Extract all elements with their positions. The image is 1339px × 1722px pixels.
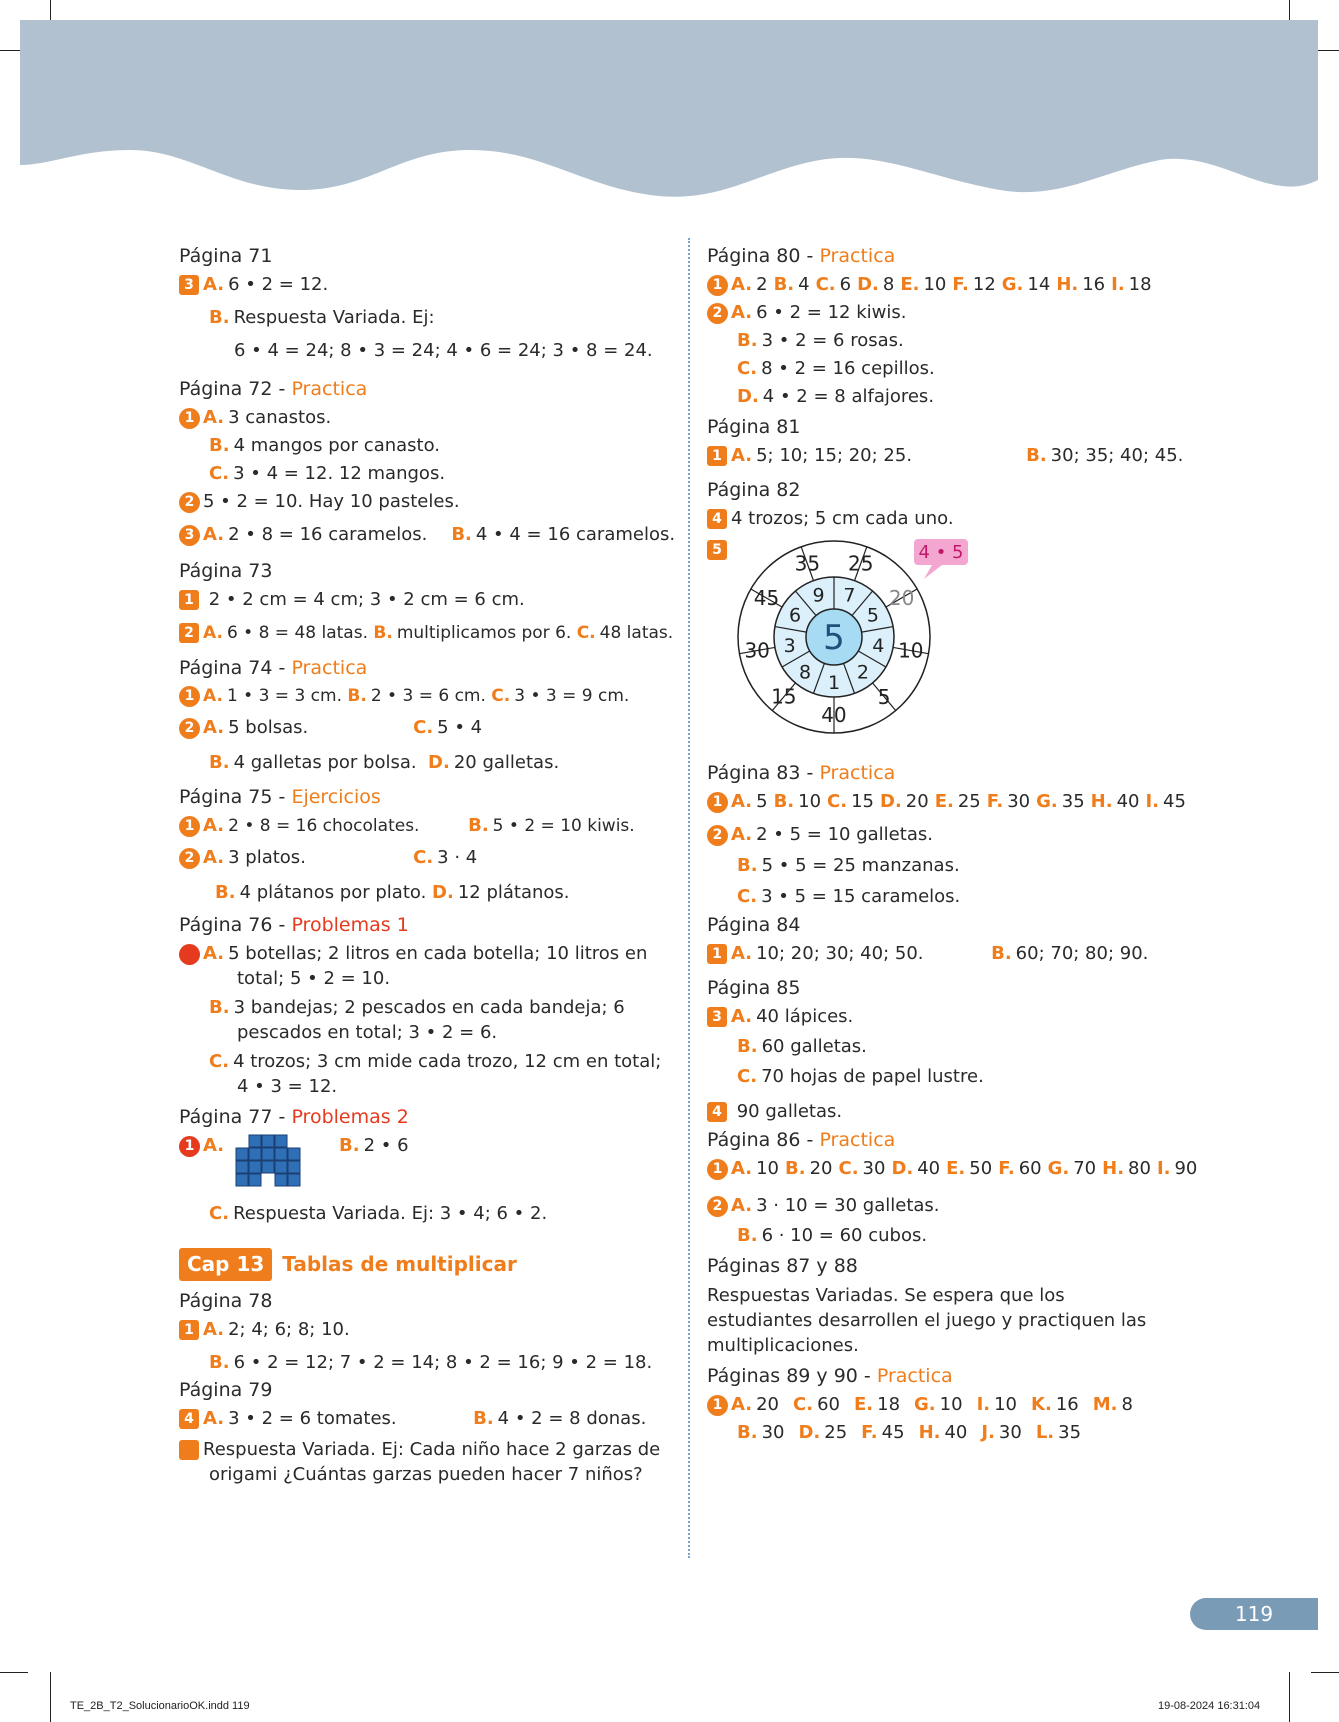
- answer-value: 5: [756, 791, 768, 812]
- chapter-badge: Cap 13: [179, 1248, 272, 1281]
- crop-mark: [50, 1672, 51, 1722]
- page-heading: Página 83 - Practica: [707, 762, 896, 784]
- answer-row: [707, 1392, 1227, 1417]
- answer-text: 2 • 6: [363, 1135, 409, 1156]
- answer-value: 50: [969, 1158, 993, 1179]
- wheel-inner-number: 7: [843, 584, 856, 607]
- answer-text: 90 galletas.: [736, 1101, 843, 1122]
- wheel-inner-number: 6: [788, 604, 802, 627]
- answer-value: 8: [1121, 1394, 1133, 1415]
- answer-text: 4 • 2 = 8 donas.: [497, 1408, 647, 1429]
- wheel-inner-number: 9: [812, 584, 825, 607]
- wheel-outer-number: 15: [771, 684, 797, 709]
- answer-text: 4 mangos por canasto.: [233, 435, 441, 456]
- answer-letter: K.: [1031, 1394, 1052, 1415]
- answer-value: 60: [817, 1394, 840, 1415]
- page-heading: Página 79: [179, 1379, 273, 1401]
- answer-text: 12 plátanos.: [457, 882, 570, 903]
- column-divider: [688, 238, 690, 1558]
- wheel-outer-number: 30: [744, 638, 770, 663]
- answer-letter: E.: [946, 1158, 966, 1179]
- exercise-number: 1: [707, 1159, 728, 1180]
- page-number: 119: [1190, 1598, 1318, 1630]
- exercise-number: 1: [179, 1136, 200, 1157]
- exercise-number: 2: [179, 492, 200, 513]
- answer-value: 10: [756, 1158, 780, 1179]
- answer-text: 30; 35; 40; 45.: [1050, 445, 1184, 466]
- chapter-title: Tablas de multiplicar: [282, 1252, 517, 1276]
- page-heading: Páginas 89 y 90 - Practica: [707, 1365, 953, 1387]
- answer-letter: F.: [986, 791, 1004, 812]
- answer-letter: F.: [998, 1158, 1015, 1179]
- answer-text: 3 • 2 = 6 rosas.: [761, 330, 904, 351]
- crop-mark: [1311, 1672, 1339, 1673]
- answer-row: [707, 1420, 1227, 1445]
- wheel-inner-number: 3: [783, 634, 796, 657]
- answer-value: 25: [957, 791, 981, 812]
- answer-value: 10: [939, 1394, 963, 1415]
- wheel-outer-number: 5: [877, 684, 891, 709]
- wheel-outer-number: 40: [821, 703, 847, 727]
- page-heading: Página 84: [707, 914, 801, 936]
- answer-row: [707, 272, 1227, 297]
- callout-text: 4 • 5: [918, 542, 964, 563]
- answer-value: 30: [761, 1422, 785, 1443]
- wheel-outer-number: 45: [753, 585, 780, 610]
- page-heading: Página 78: [179, 1290, 273, 1312]
- answer-letter: C.: [838, 1158, 859, 1179]
- answer-text: 3 canastos.: [228, 407, 332, 428]
- answer-value: 16: [1082, 274, 1106, 295]
- answer-letter: E.: [900, 274, 920, 295]
- answer-letter: B.: [737, 1422, 758, 1443]
- answer-row: [707, 1156, 1227, 1181]
- exercise-number: 1: [707, 1395, 728, 1416]
- answer-letter: I.: [1145, 791, 1160, 812]
- answer-value: 35: [1061, 791, 1085, 812]
- answer-text: 6 · 10 = 60 cubos.: [761, 1225, 928, 1246]
- answer-text: Respuesta Variada. Ej: Cada niño hace 2 garzas de origami ¿Cuántas garzas pueden hacer 7 niños?: [203, 1439, 661, 1485]
- answer-text: 5; 10; 15; 20; 25.: [756, 445, 913, 466]
- answer-letter: I.: [1111, 274, 1125, 295]
- answer-value: 60: [1018, 1158, 1042, 1179]
- answer-value: 4: [798, 274, 810, 295]
- answer-text: 5 botellas; 2 litros en cada botella; 10 litros en total; 5 • 2 = 10.: [228, 943, 648, 989]
- answer-text: 3 bandejas; 2 pescados en cada bandeja; 6 pescados en total; 3 • 2 = 6.: [233, 997, 625, 1043]
- answer-value: 30: [862, 1158, 886, 1179]
- answer-letter: A.: [731, 274, 753, 295]
- answer-text: 4 plátanos por plato.: [239, 882, 427, 903]
- cube-array-image: [235, 1133, 301, 1193]
- answer-letter: B.: [773, 791, 795, 812]
- page-heading: Página 72 - Practica: [179, 378, 368, 400]
- answer-value: 70: [1073, 1158, 1097, 1179]
- answer-value: 35: [1058, 1422, 1082, 1443]
- page-heading: Página 82: [707, 479, 801, 501]
- answer-letter: D.: [798, 1422, 821, 1443]
- exercise-number: 4: [707, 1102, 727, 1122]
- wheel-inner-number: 5: [866, 604, 880, 627]
- answer-text: 3 · 4: [437, 847, 478, 868]
- answer-value: 90: [1174, 1158, 1198, 1179]
- header-wave-banner: [0, 0, 1339, 215]
- wheel-outer-number: 25: [848, 551, 874, 576]
- answer-text: 20 galletas.: [453, 752, 560, 773]
- answer-value: 6: [839, 274, 852, 295]
- answer-text: 4 • 2 = 8 alfajores.: [762, 386, 935, 407]
- answer-value: 45: [881, 1422, 905, 1443]
- page-heading: Página 74 - Practica: [179, 657, 368, 679]
- wheel-outer-number: 35: [794, 551, 821, 576]
- answer-text: multiplicamos por 6.: [396, 623, 572, 643]
- crop-mark: [1289, 1672, 1290, 1722]
- answer-value: 16: [1055, 1394, 1079, 1415]
- answer-letter: F.: [861, 1422, 878, 1443]
- answer-text: 3 • 5 = 15 caramelos.: [761, 886, 961, 907]
- answer-text: 3 platos.: [228, 847, 306, 868]
- exercise-number: 5: [179, 1440, 199, 1460]
- answer-letter: M.: [1092, 1394, 1118, 1415]
- answer-letter: D.: [857, 274, 879, 295]
- answer-value: 30: [998, 1422, 1022, 1443]
- exercise-number: 2: [707, 303, 728, 324]
- answer-letter: J.: [981, 1422, 995, 1443]
- answer-value: 10: [994, 1394, 1018, 1415]
- page-heading: Página 80 - Practica: [707, 245, 896, 267]
- page-heading: Página 77 - Problemas 2: [179, 1106, 409, 1128]
- answer-letter: H.: [1056, 274, 1079, 295]
- answer-row: [707, 789, 1227, 814]
- answer-text: 8 • 2 = 16 cepillos.: [761, 358, 935, 379]
- exercise-number: 2: [707, 825, 728, 846]
- answer-text: 40 lápices.: [756, 1006, 854, 1027]
- wheel-inner-number: 4: [872, 634, 885, 657]
- answer-text: 4 trozos; 5 cm cada uno.: [731, 508, 954, 529]
- exercise-number: 1: [707, 275, 728, 296]
- answer-text: 5 • 4: [437, 717, 483, 738]
- answer-text: Respuestas Variadas. Se espera que los estudiantes desarrollen el juego y practiquen las multiplicaciones.: [707, 1285, 1147, 1356]
- exercise-number: 2: [707, 1196, 728, 1217]
- exercise-number: 2: [179, 848, 200, 869]
- exercise-number: 1: [707, 446, 727, 466]
- answer-value: 2: [756, 274, 768, 295]
- answer-letter: B.: [773, 274, 795, 295]
- answer-value: 25: [824, 1422, 848, 1443]
- answer-value: 10: [923, 274, 947, 295]
- answer-text: Respuesta Variada. Ej:: [233, 307, 435, 328]
- answer-letter: A.: [731, 1394, 753, 1415]
- crop-mark: [0, 1672, 28, 1673]
- page-heading: Página 86 - Practica: [707, 1129, 896, 1151]
- wheel-inner-number: 2: [856, 661, 869, 684]
- right-column: Página 80 - Practica 1 A. 2 B. 4 C. 6 D. 8 E. 10 F. 12 G. 14 H. 16 I. 18 2 A. 6 • 2 = 12 kiwis. B. 3 • 2 = 6 rosas. C. 8 • 2 = 16 cepillos. D. 4 • 2 = 8 alfajores. Página 81 1 A. 5; 10; 15; 20; 25. B. 30; 35; 40; 45. Página 82 4 4 trozos; 5 cm cada uno. 5 7 25 5 20 4 10 2 5 1 40 8 15 3 30 6 45 9 35 5 4 • 5 Página 83 - Practica 1 A. 5 B. 10 C. 15 D. 20 E. 25 F. 30 G. 35 H. 40 I. 45 2 A. 2 • 5 = 10 galletas. B. 5 • 5 = 25 manzanas. C. 3 • 5 = 15 caramelos. Página 84 1 A. 10; 20; 30; 40; 50. B. 60; 70; 80; 90. Página 85 3 A. 40 lápices. B. 60 galletas. C. 70 hojas de papel lustre. 4 90 galletas. Página 86 - Practica 1 A. 10 B. 20 C. 30 D. 40 E. 50 F. 60 G. 70 H. 80 I. 90 2 A. 3 · 10 = 30 galletas. B. 6 · 10 = 60 cubos. Páginas 87 y 88 Respuestas Variadas. Se espera que los estudiantes desarrollen el juego y practiquen las multiplicaciones. Páginas 89 y 90 - Practica 1 A. 20 C. 60 E. 18 G. 10 I. 10 K. 16 M. 8 B. 30 D. 25 F. 45 H. 40 J. 30 L. 35: [707, 236, 1227, 1448]
- exercise-number: 1: [179, 408, 200, 429]
- page-heading: Página 85: [707, 977, 801, 999]
- answer-letter: D.: [891, 1158, 914, 1179]
- answer-letter: C.: [827, 791, 848, 812]
- answer-text: 4 • 4 = 16 caramelos.: [475, 524, 676, 545]
- answer-letter: L.: [1035, 1422, 1055, 1443]
- exercise-number: 1: [179, 1320, 199, 1340]
- answer-value: 40: [944, 1422, 968, 1443]
- answer-letter: A.: [731, 791, 753, 812]
- wheel-center-number: 5: [823, 618, 845, 658]
- answer-letter: G.: [914, 1394, 936, 1415]
- answer-value: 40: [917, 1158, 941, 1179]
- page-heading: Página 76 - Problemas 1: [179, 914, 409, 936]
- answer-value: 40: [1116, 791, 1140, 812]
- answer-text: 1 • 3 = 3 cm.: [226, 686, 342, 706]
- exercise-number: 3: [707, 1007, 727, 1027]
- answer-value: 20: [905, 791, 929, 812]
- answer-letter: E.: [853, 1394, 874, 1415]
- answer-value: 45: [1163, 791, 1186, 812]
- answer-letter: I.: [976, 1394, 991, 1415]
- answer-text: 2 • 2 cm = 4 cm; 3 • 2 cm = 6 cm.: [208, 589, 525, 610]
- answer-letter: H.: [918, 1422, 941, 1443]
- answer-letter: H.: [1090, 791, 1113, 812]
- answer-text: 60; 70; 80; 90.: [1015, 943, 1149, 964]
- answer-text: 70 hojas de papel lustre.: [761, 1066, 984, 1087]
- answer-letter: B.: [785, 1158, 806, 1179]
- exercise-number: 1: [707, 944, 727, 964]
- wheel-outer-number: 10: [898, 638, 924, 663]
- answer-text: 6 • 2 = 12; 7 • 2 = 14; 8 • 2 = 16; 9 • 2 = 18.: [233, 1352, 653, 1373]
- answer-value: 10: [798, 791, 822, 812]
- answer-text: 2 • 5 = 10 galletas.: [756, 824, 933, 845]
- answer-value: 80: [1128, 1158, 1151, 1179]
- answer-text: 6 • 2 = 12.: [228, 274, 329, 295]
- answer-text: 2; 4; 6; 8; 10.: [228, 1319, 350, 1340]
- page-heading: Página 81: [707, 416, 801, 438]
- page-heading: Páginas 87 y 88: [707, 1255, 858, 1277]
- answer-letter: G.: [1001, 274, 1024, 295]
- answer-text: 5 • 5 = 25 manzanas.: [761, 855, 960, 876]
- answer-text: Respuesta Variada. Ej: 3 • 4; 6 • 2.: [233, 1203, 548, 1224]
- left-column: Página 71 3 A. 6 • 2 = 12. B. Respuesta Variada. Ej: 6 • 4 = 24; 8 • 3 = 24; 4 • 6 = 24; 3 • 8 = 24. Página 72 - Practica 1 A. 3 canastos. B. 4 mangos por canasto. C. 3 • 4 = 12. 12 mangos. 2 5 • 2 = 10. Hay 10 pasteles. 3 A. 2 • 8 = 16 caramelos. B. 4 • 4 = 16 caramelos. Página 73 1 2 • 2 cm = 4 cm; 3 • 2 cm = 6 cm. 2 A. 6 • 8 = 48 latas. B. multiplicamos por 6. C. 48 latas. Página 74 - Practica 1 A. 1 • 3 = 3 cm. B. 2 • 3 = 6 cm. C. 3 • 3 = 9 cm. 2 A. 5 bolsas. C. 5 • 4 B. 4 galletas por bolsa. D. 20 galletas. Página 75 - Ejercicios 1 A. 2 • 8 = 16 chocolates. B. 5 • 2 = 10 kiwis. 2 A. 3 platos. C. 3 · 4 B. 4 plátanos por plato. D. 12 plátanos. Página 76 - Problemas 1 1 A. 5 botellas; 2 litros en cada botella; 10 litros en total; 5 • 2 = 10. B. 3 bandejas; 2 pescados en cada bandeja; 6 pescados en total; 3 • 2 = 6. C. 4 trozos; 3 cm mide cada trozo, 12 cm en total; 4 • 3 = 12. Página 77 - Problemas 2 1 A. B. 2 • 6 C. Respuesta Variada. Ej: 3 • 4; 6 • 2. Cap 13 Tablas de multiplicar Página 78 1 A. 2; 4; 6; 8; 10. B. 6 • 2 = 12; 7 • 2 = 14; 8 • 2 = 16; 9 • 2 = 18. Página 79 4 A. 3 • 2 = 6 tomates. B. 4 • 2 = 8 donas. 5 Respuesta Variada. Ej: Cada niño hace 2 garzas de origami ¿Cuántas garzas pueden hacer 7 niños?: [155, 245, 676, 1485]
- answer-text: 3 • 3 = 9 cm.: [514, 686, 630, 706]
- answer-letter: A.: [731, 1158, 753, 1179]
- answer-letter: I.: [1156, 1158, 1171, 1179]
- chapter-header: [179, 1248, 669, 1281]
- answer-text: 2 • 8 = 16 chocolates.: [228, 816, 420, 836]
- answer-text: 6 • 2 = 12 kiwis.: [756, 302, 907, 323]
- answer-text: 4 trozos; 3 cm mide cada trozo, 12 cm en total; 4 • 3 = 12.: [233, 1051, 662, 1097]
- wheel-inner-number: 1: [827, 672, 841, 694]
- answer-text: 10; 20; 30; 40; 50.: [756, 943, 924, 964]
- answer-letter: G.: [1036, 791, 1058, 812]
- answer-text: 2 • 8 = 16 caramelos.: [228, 524, 428, 545]
- answer-text: 60 galletas.: [761, 1036, 867, 1057]
- exercise-number: 4: [707, 509, 727, 529]
- exercise-number: 1: [179, 686, 200, 707]
- exercise-number: 3: [179, 525, 200, 546]
- answer-value: 12: [972, 274, 996, 295]
- answer-text: 3 • 2 = 6 tomates.: [228, 1408, 397, 1429]
- answer-letter: C.: [815, 274, 836, 295]
- answer-text: 3 · 10 = 30 galletas.: [756, 1195, 940, 1216]
- footer-file: TE_2B_T2_SolucionarioOK.indd 119: [70, 1700, 250, 1712]
- wheel-outer-number: 20: [888, 586, 915, 611]
- footer-date: 19-08-2024 16:31:04: [1158, 1700, 1261, 1712]
- answer-text: 5 • 2 = 10. Hay 10 pasteles.: [203, 491, 460, 512]
- answer-text: 3 • 4 = 12. 12 mangos.: [233, 463, 446, 484]
- exercise-number: 2: [179, 718, 200, 739]
- exercise-number: 1: [179, 816, 200, 837]
- answer-letter: D.: [880, 791, 902, 812]
- answer-text: 4 galletas por bolsa.: [233, 752, 417, 773]
- exercise-number: 1: [707, 792, 728, 813]
- exercise-number: 5: [707, 540, 727, 560]
- answer-value: 30: [1007, 791, 1031, 812]
- answer-text: 6 • 8 = 48 latas.: [226, 623, 368, 643]
- answer-text: 5 bolsas.: [228, 717, 309, 738]
- multiplication-wheel: [732, 537, 972, 737]
- answer-text: 5 • 2 = 10 kiwis.: [492, 816, 635, 836]
- page-heading: Página 75 - Ejercicios: [179, 786, 381, 808]
- answer-letter: E.: [934, 791, 954, 812]
- callout-pointer: [924, 565, 942, 579]
- answer-value: 20: [756, 1394, 780, 1415]
- exercise-number: 1: [179, 590, 199, 610]
- answer-text: 6 • 4 = 24; 8 • 3 = 24; 4 • 6 = 24; 3 • 8 = 24.: [234, 340, 653, 361]
- answer-letter: C.: [793, 1394, 814, 1415]
- exercise-number: 3: [179, 275, 199, 295]
- exercise-number: 4: [179, 1409, 199, 1429]
- answer-value: 8: [882, 274, 895, 295]
- page-heading: Página 73: [179, 560, 273, 582]
- answer-text: 2 • 3 = 6 cm.: [370, 686, 486, 706]
- exercise-number: 1: [179, 944, 200, 965]
- answer-value: 18: [1128, 274, 1152, 295]
- answer-value: 14: [1027, 274, 1051, 295]
- page-heading: Página 71: [179, 245, 273, 267]
- answer-value: 15: [851, 791, 874, 812]
- answer-letter: G.: [1047, 1158, 1070, 1179]
- answer-value: 20: [809, 1158, 833, 1179]
- wheel-inner-number: 8: [799, 661, 812, 684]
- answer-letter: H.: [1102, 1158, 1125, 1179]
- exercise-number: 2: [179, 623, 199, 643]
- answer-letter: F.: [952, 274, 969, 295]
- answer-value: 18: [877, 1394, 901, 1415]
- answer-text: 48 latas.: [599, 623, 674, 643]
